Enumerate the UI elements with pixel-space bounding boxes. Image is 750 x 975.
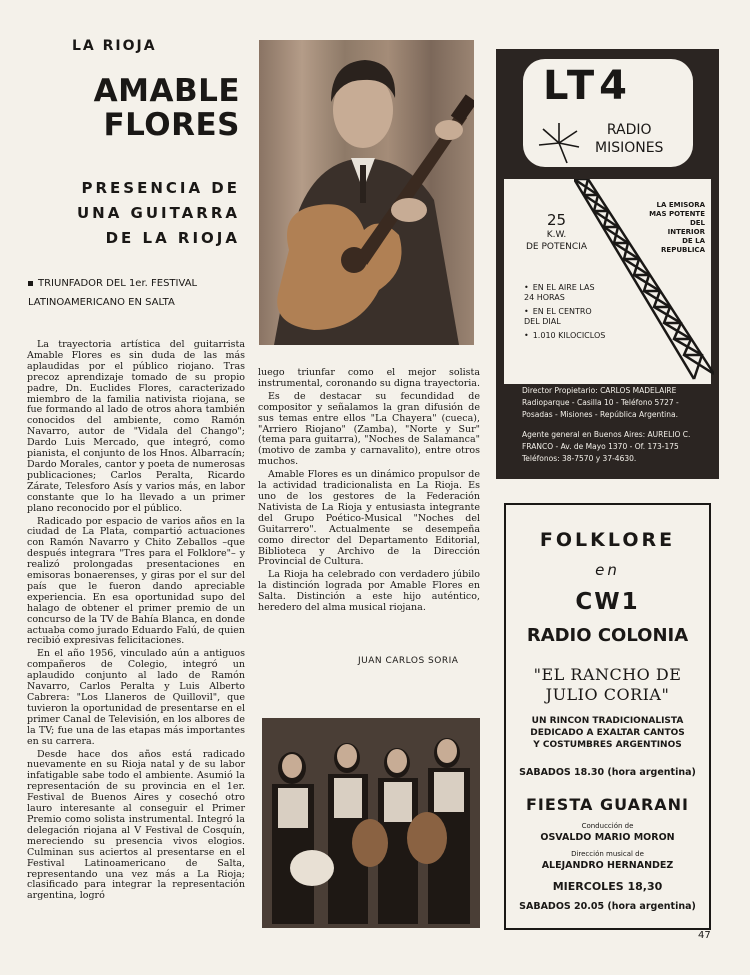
power-label: DE POTENCIA <box>526 242 588 252</box>
title-line: AMABLE <box>93 73 240 109</box>
show1-desc-line: DEDICADO A EXALTAR CANTOS <box>530 728 685 738</box>
article-column-2 <box>258 368 480 616</box>
ad-cw1-radio-colonia <box>504 503 711 930</box>
bullet-line: TRIUNFADOR DEL 1er. FESTIVAL <box>38 278 198 289</box>
show2-cond-label: Conducción de <box>581 822 634 830</box>
paragraph: La trayectoria artística del guitarrista Amable Flores es sin duda de las más aplaudidas por el público riojano. Tras precoz aprendizaje tomado de su propio padre, Dn. Euclides Flores, caracterizado miembro de la familia nativista riojana, se fue formando al lado de otros ahora también conocidos del ambiente, como Ramón Navarro, autor de "Vidala del Chango"; Dardo Luis Mercado, que integró, como pianista, el conjunto de los Hnos. Albarracín; Dardo Morales, cantor y poeta de numerosas publicaciones; Carlos Peralta, Ricardo Zárate, Telesforo Asís y varios más, en labor constante que lo ha llevado a un primer plano reconocido por el público. <box>27 339 245 514</box>
photo-folk-group <box>262 718 480 928</box>
subtitle-line: UNA GUITARRA <box>76 204 240 222</box>
contact-line: Posadas - Misiones - República Argentina. <box>522 410 678 419</box>
contact-line: FRANCO - Av. de Mayo 1370 - Of. 173-175 <box>522 442 679 451</box>
show1-desc-line: UN RINCON TRADICIONALISTA <box>531 716 684 726</box>
paragraph: Es de destacar su fecundidad de compositor y señalamos la gran difusión de sus temas entre ellos "La Chayera" (cueca), "Arriero Riojano" (Zamba), "Norte y Sur" (tema para guitarra), "Noches de Salamanca" (motivo de zamba y carnavalito), entre otros muchos. <box>258 390 480 468</box>
ad-cw1: CW1 <box>575 589 640 615</box>
lt4-logo: LT4 <box>543 63 632 109</box>
station-name-line: MISIONES <box>595 140 664 156</box>
claim-line: DEL <box>689 219 705 227</box>
bullet-line: LATINOAMERICANO EN SALTA <box>28 297 175 308</box>
ad-lt4-header <box>496 49 719 179</box>
radio-signal-icon <box>537 121 581 165</box>
feature-item: • 1.010 KILOCICLOS <box>524 331 605 341</box>
title-line: FLORES <box>103 107 240 143</box>
show1-title <box>506 665 709 705</box>
lt4-logo-box <box>523 59 693 167</box>
page-number: 47 <box>698 930 711 941</box>
section-kicker: LA RIOJA <box>72 38 157 54</box>
show2-time1: MIERCOLES 18,30 <box>552 880 663 893</box>
show1-description <box>506 715 709 751</box>
feature-item: • EN EL AIRE LAS 24 HORAS <box>524 283 604 303</box>
show2-dir: ALEJANDRO HERNANDEZ <box>541 860 674 871</box>
show1-time: SABADOS 18.30 (hora argentina) <box>519 767 696 778</box>
paragraph: En el año 1956, vinculado aún a antiguos compañeros de Colegio, integró un aplaudido conjunto al lado de Ramón Navarro, Carlos Peralta y Luis Alberto Cabrera: "Los Llaneros de Quillovil", que tuvieron la oportunidad de presentarse en el primer Canal de Televisión, en los albores de la TV; fue una de las etapas más importantes en su carrera. <box>27 648 245 747</box>
power-unit: K.W. <box>546 230 567 240</box>
ad-lt4-contact <box>522 385 712 465</box>
contact-line: Director Propietario: CARLOS MADELAIRE <box>522 386 677 395</box>
ad-en: en <box>595 561 620 579</box>
claim-line: MAS POTENTE <box>649 210 705 218</box>
subtitle-line: DE LA RIOJA <box>105 229 240 247</box>
contact-line: Teléfonos: 38-7570 y 37-4630. <box>522 454 637 463</box>
power-number: 25 <box>546 211 567 229</box>
ad-lt4-body <box>504 179 711 384</box>
author-signature: JUAN CARLOS SORIA <box>358 656 459 666</box>
paragraph: luego triunfar como el mejor solista instrumental, coronando su digna trayectoria. <box>258 367 480 389</box>
highlight-bullet <box>28 274 238 312</box>
claim-line: LA EMISORA <box>656 201 705 209</box>
station-claim <box>649 201 705 255</box>
paragraph: Amable Flores es un dinámico propulsor de la actividad tradicionalista en La Rioja. Es uno de los gestores de la Federación Nativista de La Rioja y entusiasta integrante del Grupo Poético-Musical "Noches del Guitarrero". Actualmente se desempeña como director del Departamento Editorial, Biblioteca y Archivo de la Dirección Provincial de Cultura. <box>258 469 480 568</box>
ad-folklore-heading: FOLKLORE <box>539 529 676 551</box>
claim-line: DE LA <box>682 237 705 245</box>
show2-title: FIESTA GUARANI <box>525 795 690 814</box>
show1-title-line: JULIO CORIA" <box>545 685 670 704</box>
show1-desc-line: Y COSTUMBRES ARGENTINOS <box>533 740 682 750</box>
article-subtitle <box>77 176 240 251</box>
bullet-square-icon <box>28 281 33 286</box>
photo-guitarist <box>259 40 474 345</box>
claim-line: INTERIOR <box>667 228 705 236</box>
paragraph: Desde hace dos años está radicado nuevamente en su Rioja natal y de su labor infatigable sabe todo el ambiente. Asumió la representación de su provincia en el 1er. Festival de Buenos Aires y cosechó otro lauro interesante al conseguir el Primer Premio como solista instrumental. Integró la delegación riojana al V Festival de Cosquín, mereciendo su presencia vivos elogios. Culminan sus aciertos al presentarse en el Festival Latinoamericano de Salta, representando una vez más a La Rioja; clasificado para integrar la representación argentina, logró <box>27 748 245 902</box>
paragraph: La Rioja ha celebrado con verdadero júbilo la distinción lograda por Amable Flores en Salta. Distinción a este hijo auténtico, heredero del alma musical riojana. <box>258 569 480 614</box>
ad-radio-colonia: RADIO COLONIA <box>526 625 689 646</box>
contact-line: Radioparque - Casilla 10 - Teléfono 5727 - <box>522 398 679 407</box>
station-name <box>595 121 663 157</box>
features-list <box>524 283 605 345</box>
claim-line: REPUBLICA <box>661 246 705 254</box>
paragraph: Radicado por espacio de varios años en la ciudad de La Plata, compartió actuaciones con Ramón Navarro y Chito Zeballos –que después integrara "Tres para el Folklore"– y realizó prolongadas presentaciones en emisoras bonaerenses, y giras por el sur del país que le fueron dando apreciable experiencia. En esa oportunidad supo del halago de obtener el primer premio de un concurso de la TV de Bahía Blanca, en donde actuaba como jurado Eduardo Falú, de quien recibió expresivas felicitaciones. <box>27 515 245 647</box>
subtitle-line: PRESENCIA DE <box>81 179 240 197</box>
show2-time2: SABADOS 20.05 (hora argentina) <box>519 901 696 912</box>
station-name-line: RADIO <box>606 122 652 138</box>
show1-title-line: "EL RANCHO DE <box>533 665 682 684</box>
power-block <box>526 211 587 253</box>
contact-line: Agente general en Buenos Aires: AURELIO C. <box>522 430 691 439</box>
article-title <box>94 74 240 142</box>
article-column-1 <box>27 340 245 904</box>
ad-lt4-radio-misiones <box>496 49 719 479</box>
show2-cond: OSVALDO MARIO MORON <box>540 832 675 843</box>
feature-item: • EN EL CENTRO DEL DIAL <box>524 307 604 327</box>
show2-dir-label: Dirección musical de <box>571 850 644 858</box>
